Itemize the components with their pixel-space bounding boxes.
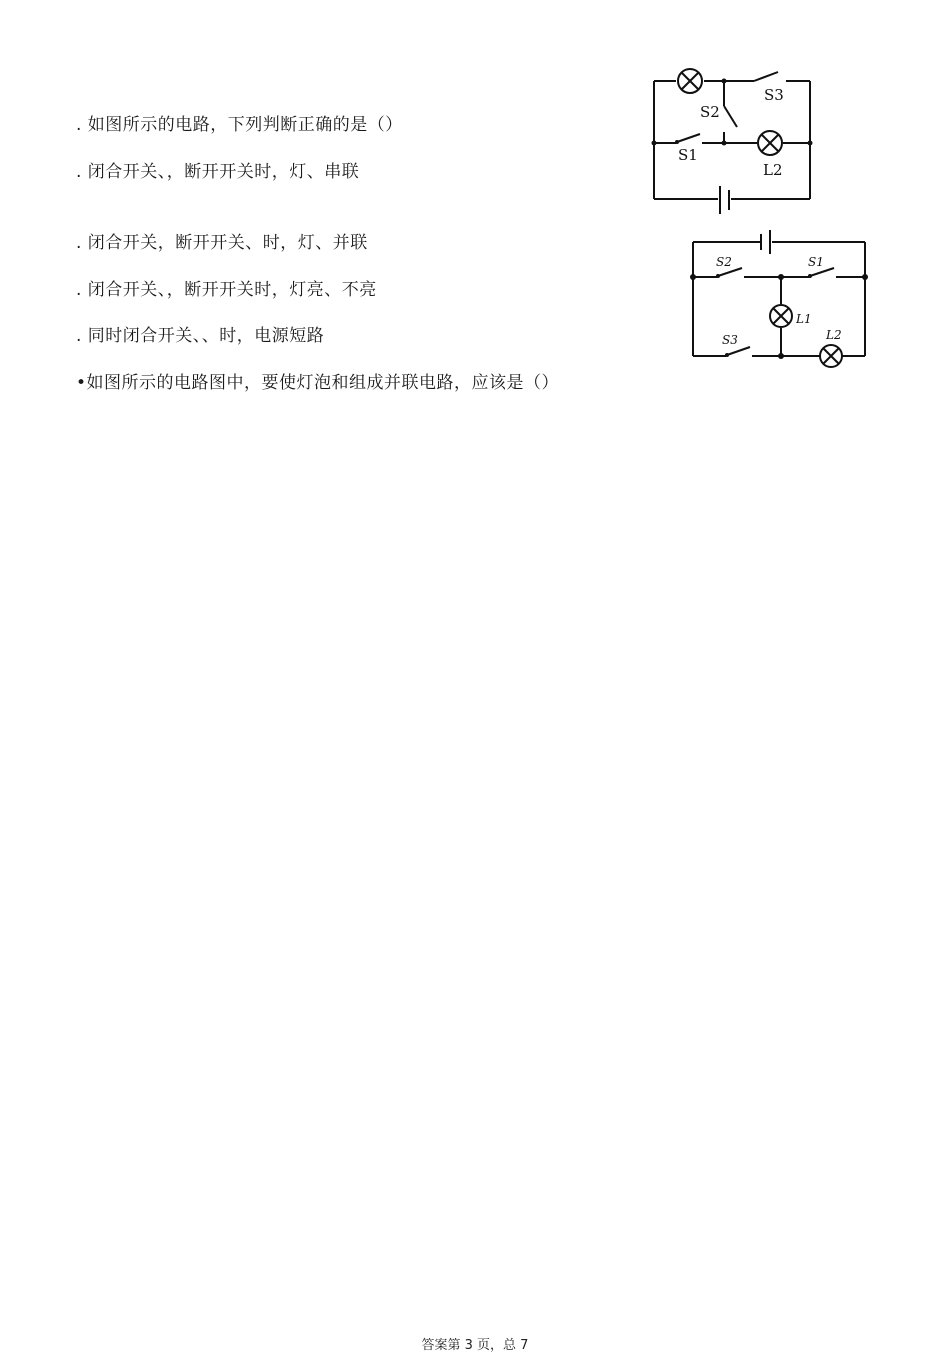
- option-line-c: . 闭合开关、，断开开关时，灯亮、不亮: [76, 280, 377, 300]
- s1-label: S1: [808, 255, 824, 269]
- option-line-d: . 同时闭合开关、、时，电源短路: [76, 326, 325, 346]
- s2-label: S2: [716, 255, 732, 269]
- circuit-diagram-2: [680, 228, 880, 373]
- s1-label: S1: [678, 146, 698, 164]
- s3-label: S3: [764, 86, 784, 104]
- question-line-2: •如图所示的电路图中，要使灯泡和组成并联电路，应该是（）: [76, 373, 560, 393]
- l2-label: L2: [763, 161, 783, 179]
- s3-label: S3: [722, 333, 738, 347]
- l1-label: L1: [796, 312, 812, 326]
- circuit-diagram-1: [640, 62, 830, 222]
- s2-label: S2: [700, 103, 720, 121]
- question-line-1: . 如图所示的电路，下列判断正确的是（）: [76, 115, 403, 135]
- option-line-a: . 闭合开关、，断开开关时，灯、串联: [76, 162, 360, 182]
- page-footer: 答案第 3 页，总 7: [421, 1338, 529, 1353]
- l2-label: L2: [826, 328, 842, 342]
- option-line-b: . 闭合开关，断开开关、时，灯、并联: [76, 233, 368, 253]
